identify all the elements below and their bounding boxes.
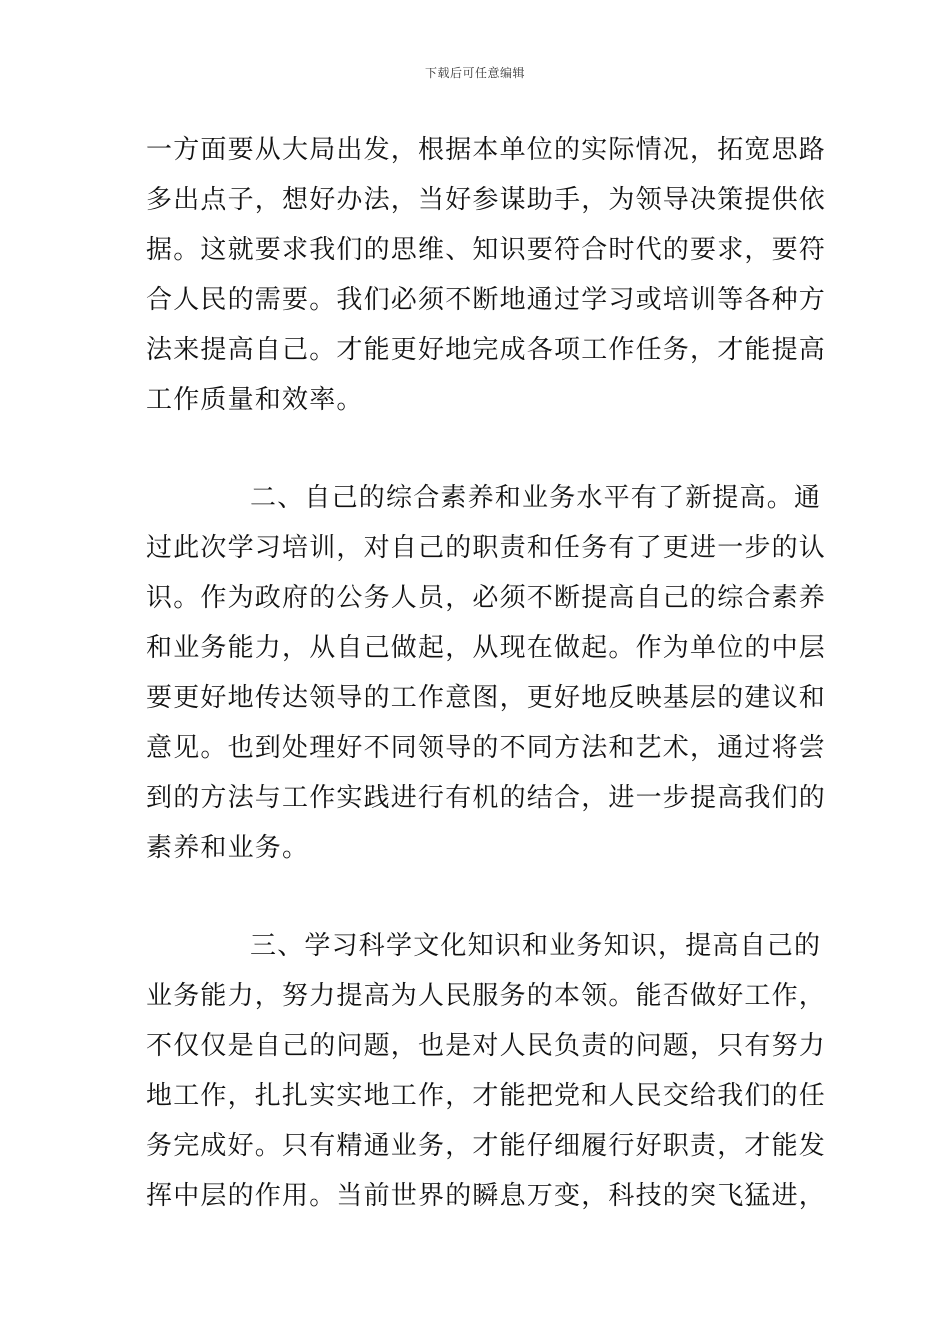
paragraph-1-line-2: 多出点子，想好办法，当好参谋助手，为领导决策提供依 (146, 185, 827, 215)
paragraph-2-line-5: 要更好地传达领导的工作意图，更好地反映基层的建议和 (146, 683, 827, 713)
paragraph-1-line-1: 一方面要从大局出发，根据本单位的实际情况，拓宽思路 (146, 135, 827, 165)
paragraph-3-line-3: 不仅仅是自己的问题，也是对人民负责的问题，只有努力 (146, 1031, 827, 1061)
paragraph-2-line-4: 和业务能力，从自己做起，从现在做起。作为单位的中层 (146, 633, 827, 663)
paragraph-2-line-6: 意见。也到处理好不同领导的不同方法和艺术，通过将尝 (146, 733, 827, 763)
paragraph-1-line-5: 法来提高自己。才能更好地完成各项工作任务，才能提高 (146, 335, 827, 365)
paragraph-2-line-1: 二、自己的综合素养和业务水平有了新提高。通 (250, 483, 822, 513)
paragraph-2-line-2: 过此次学习培训，对自己的职责和任务有了更进一步的认 (146, 533, 827, 563)
paragraph-3-line-5: 务完成好。只有精通业务，才能仔细履行好职责，才能发 (146, 1131, 827, 1161)
paragraph-1-line-4: 合人民的需要。我们必须不断地通过学习或培训等各种方 (146, 285, 827, 315)
paragraph-2-line-7: 到的方法与工作实践进行有机的结合，进一步提高我们的 (146, 783, 827, 813)
paragraph-3-line-4: 地工作，扎扎实实地工作，才能把党和人民交给我们的任 (146, 1081, 827, 1111)
paragraph-3-line-6: 挥中层的作用。当前世界的瞬息万变，科技的突飞猛进， (146, 1181, 827, 1211)
paragraph-2-line-3: 识。作为政府的公务人员，必须不断提高自己的综合素养 (146, 583, 827, 613)
paragraph-1-line-6: 工作质量和效率。 (146, 385, 364, 415)
page-header: 下载后可任意编辑 (424, 66, 525, 80)
paragraph-1-line-3: 据。这就要求我们的思维、知识要符合时代的要求，要符 (146, 235, 827, 265)
paragraph-2-line-8: 素养和业务。 (146, 833, 310, 863)
paragraph-3-line-2: 业务能力，努力提高为人民服务的本领。能否做好工作， (146, 981, 827, 1011)
paragraph-3-line-1: 三、学习科学文化知识和业务知识，提高自己的 (250, 931, 822, 961)
